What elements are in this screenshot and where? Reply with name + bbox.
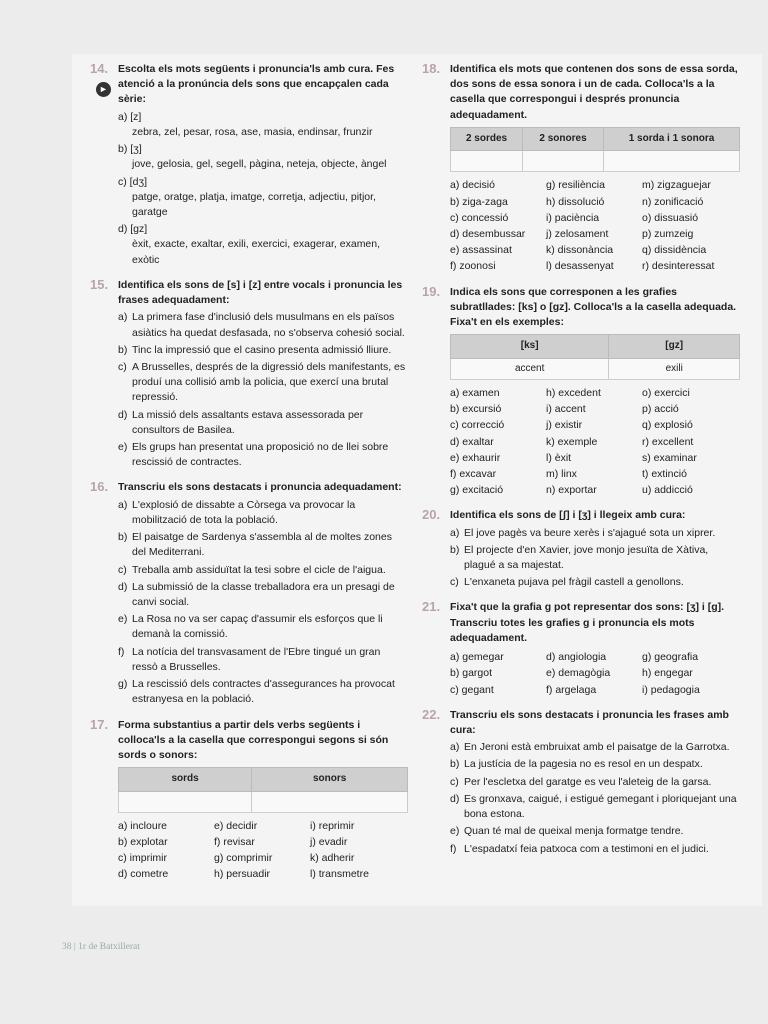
item-label: c) <box>450 775 459 788</box>
word-item: e) decidir <box>214 819 258 832</box>
list-item <box>450 775 740 790</box>
word-item: m) linx <box>546 467 577 480</box>
list-item <box>118 408 408 438</box>
item-text: Tinc la impressió que el casino presenta admissió lliure. <box>132 343 392 356</box>
word-item: d) exaltar <box>450 435 494 448</box>
series-label: b) <box>118 143 128 156</box>
series-heading <box>118 175 408 190</box>
right-column <box>422 62 740 867</box>
answer-table <box>450 127 740 173</box>
item-text: Els grups han presentat una proposició no de llei sobre rescissió de contractes. <box>132 441 389 469</box>
word-item: h) persuadir <box>214 868 271 881</box>
page-footer: 38 | 1r de Batxillerat <box>62 942 140 952</box>
word-item: c) imprimir <box>118 852 167 865</box>
list-item <box>450 526 740 541</box>
item-text: La justícia de la pagesia no es resol en un despatx. <box>464 758 703 771</box>
word-item: i) paciència <box>546 211 600 224</box>
table-header: [ks] <box>451 335 609 359</box>
item-text: Treballa amb assiduïtat la tesi sobre el cicle de l'aigua. <box>132 563 386 576</box>
list-item <box>118 612 408 642</box>
item-label: d) <box>450 792 460 805</box>
word-item: j) existir <box>546 419 583 432</box>
list-item <box>118 530 408 560</box>
item-text: L'espadatxí feia patxoca com a testimoni en el judici. <box>464 842 709 855</box>
item-label: d) <box>118 408 128 421</box>
exercise-number: 18. <box>422 61 441 76</box>
series-sound: [gz] <box>130 223 148 236</box>
item-text: La Rosa no va ser capaç d'assumir els esforços que li demanà la comissió. <box>132 613 383 641</box>
series-words: èxit, exacte, exaltar, exili, exercici, exagerar, examen, exòtic <box>132 238 381 266</box>
word-item: o) exercici <box>642 386 690 399</box>
item-text: Per l'escletxa del garatge es veu l'aleteig de la garsa. <box>464 775 712 788</box>
table-header: sonors <box>252 768 408 792</box>
left-column <box>90 62 408 893</box>
series-sound: [dʒ] <box>129 175 148 188</box>
answer-cell[interactable] <box>252 791 408 812</box>
word-item: c) concessió <box>450 211 509 224</box>
word-item: d) desembussar <box>450 228 526 241</box>
word-item: c) correcció <box>450 419 505 432</box>
list-item <box>118 677 408 707</box>
list-item <box>450 740 740 755</box>
item-label: e) <box>118 441 128 454</box>
exercise-title: Identifica els mots que contenen dos sons de essa sorda, dos sons de essa sonora i un de cada. Colloca'ls a la casella que correspongui i després pronuncia adequadament. <box>450 63 738 121</box>
answer-cell[interactable] <box>523 151 604 172</box>
word-item: k) dissonància <box>546 244 614 257</box>
answer-table <box>118 767 408 813</box>
item-label: c) <box>118 360 127 373</box>
word-item: o) dissuasió <box>642 211 699 224</box>
exercise-22 <box>422 708 740 857</box>
exercise-number: 16. <box>90 479 109 495</box>
item-text: La rescissió dels contractes d'assegurances ha provocat estranyesa en la població. <box>132 678 395 706</box>
table-header: 1 sorda i 1 sonora <box>603 127 739 151</box>
exercise-title: Indica els sons que corresponen a les grafies subratllades: [ks] o [gz]. Colloca'ls a la casella adequada. Fixa't en els exemples: <box>450 285 737 329</box>
item-text: La primera fase d'inclusió dels musulmans en els països asiàtics ha quedat desfasada, no s'observa cohesió social. <box>132 311 405 339</box>
list-item <box>450 842 740 857</box>
table-header: sords <box>119 768 252 792</box>
list-item <box>450 757 740 772</box>
item-label: d) <box>118 580 128 593</box>
word-item: u) addicció <box>642 484 693 497</box>
item-label: f) <box>118 645 125 658</box>
audio-speaker-icon[interactable]: ► <box>96 82 111 97</box>
word-item: k) adherir <box>310 852 355 865</box>
word-item: f) argelaga <box>546 683 597 696</box>
word-item: q) explosió <box>642 419 693 432</box>
word-item: e) exhaurir <box>450 451 501 464</box>
word-item: l) transmetre <box>310 868 369 881</box>
word-item: a) gemegar <box>450 651 504 664</box>
word-item: j) zelosament <box>546 228 609 241</box>
list-item <box>118 645 408 675</box>
exercise-18 <box>422 62 740 275</box>
word-item: r) excellent <box>642 435 694 448</box>
list-item <box>118 498 408 528</box>
word-item: b) ziga-zaga <box>450 195 508 208</box>
exercise-title: Identifica els sons de [s] i [z] entre vocals i pronuncia les frases adequadament: <box>118 278 403 307</box>
exercise-number: 21. <box>422 599 441 615</box>
word-item: a) incloure <box>118 819 168 832</box>
word-item: l) desassenyat <box>546 260 614 273</box>
list-item <box>118 360 408 406</box>
word-item: h) dissolució <box>546 195 605 208</box>
table-header: 2 sonores <box>523 127 604 151</box>
answer-cell[interactable] <box>603 151 739 172</box>
word-item: e) assassinat <box>450 244 512 257</box>
exercise-title: Identifica els sons de [ʃ] i [ʒ] i llegeix amb cura: <box>450 509 686 522</box>
exercise-20 <box>422 508 740 590</box>
series-label: a) <box>118 110 128 123</box>
item-label: c) <box>450 576 459 589</box>
series-words: zebra, zel, pesar, rosa, ase, masia, endinsar, frunzir <box>132 125 373 138</box>
series-heading <box>118 142 408 157</box>
list-item <box>118 310 408 340</box>
word-item: h) engegar <box>642 667 693 680</box>
word-item: p) zumzeig <box>642 228 694 241</box>
answer-cell[interactable] <box>119 791 252 812</box>
item-label: e) <box>118 613 128 626</box>
word-item: q) dissidència <box>642 244 707 257</box>
item-text: La notícia del transvasament de l'Ebre tingué un gran ressò a Brusselles. <box>132 645 381 673</box>
list-item <box>118 563 408 578</box>
item-text: La missió dels assaltants estava assessorada per consultors de Basilea. <box>132 408 364 436</box>
item-text: En Jeroni està embruixat amb el paisatge de la Garrotxa. <box>464 741 730 754</box>
exercise-21 <box>422 600 740 697</box>
word-item: e) demagògia <box>546 667 611 680</box>
item-label: b) <box>450 758 460 771</box>
series-label: c) <box>118 175 127 188</box>
item-label: b) <box>118 343 128 356</box>
word-item: s) examinar <box>642 451 697 464</box>
exercise-14 <box>90 62 408 268</box>
word-item: c) gegant <box>450 683 494 696</box>
item-text: El projecte d'en Xavier, jove monjo jesuïta de Xàtiva, plagué a sa majestat. <box>464 543 709 572</box>
table-header: [gz] <box>609 335 740 359</box>
item-text: A Brusselles, després de la digressió dels manifestants, es produí una collisió amb la policia, que exercí una brutal repressió. <box>132 360 406 404</box>
word-item: j) evadir <box>310 835 348 848</box>
item-text: Es gronxava, caigué, i estigué gemegant i ploriquejant una bona estona. <box>464 792 737 821</box>
item-label: e) <box>450 825 460 838</box>
word-item: i) pedagogia <box>642 683 700 696</box>
word-item: b) gargot <box>450 667 493 680</box>
example-cell: exili <box>609 358 740 379</box>
exercise-15 <box>90 278 408 471</box>
exercise-title: Forma substantius a partir dels verbs següents i colloca'ls a la casella que correspongui segons si són sords o sonors: <box>118 718 389 761</box>
series-sound: [z] <box>130 110 142 123</box>
exercise-title: Fixa't que la grafia g pot representar dos sons: [ʒ] i [g]. Transcriu totes les grafies g i pronuncia els mots adequadament. <box>450 601 725 644</box>
item-label: g) <box>118 678 128 691</box>
word-item: n) zonificació <box>642 195 704 208</box>
exercise-19 <box>422 285 740 499</box>
series-words: jove, gelosia, gel, segell, pàgina, neteja, objecte, àngel <box>132 158 387 171</box>
list-item <box>118 343 408 358</box>
item-text: L'enxaneta pujava pel fràgil castell a genollons. <box>464 576 684 589</box>
word-item: r) desinteressat <box>642 260 715 273</box>
exercise-number: 14. <box>90 61 109 76</box>
list-item <box>450 543 740 573</box>
word-item: g) excitació <box>450 484 504 497</box>
word-item: f) zoonosi <box>450 260 496 273</box>
item-text: Quan té mal de queixal menja formatge tendre. <box>464 825 684 838</box>
exercise-number: 15. <box>90 276 109 292</box>
item-text: El paisatge de Sardenya s'assembla al de moltes zones del Mediterrani. <box>132 531 392 559</box>
word-item: d) cometre <box>118 868 169 881</box>
word-item: g) resiliència <box>546 179 605 192</box>
example-cell: accent <box>451 358 609 379</box>
item-label: b) <box>450 543 460 556</box>
answer-cell[interactable] <box>451 151 523 172</box>
item-label: b) <box>118 531 128 544</box>
series-words: patge, oratge, platja, imatge, corretja, adjectiu, pitjor, garatge <box>132 190 376 218</box>
item-label: f) <box>450 842 457 855</box>
word-item: d) angiologia <box>546 651 607 664</box>
word-item: n) exportar <box>546 484 597 497</box>
series-label: d) <box>118 223 128 236</box>
exercise-number: 17. <box>90 716 109 732</box>
word-item: i) reprimir <box>310 819 355 832</box>
word-item: t) extinció <box>642 467 687 480</box>
exercise-title: Transcriu els sons destacats i pronuncia les frases amb cura: <box>450 708 729 736</box>
item-text: L'explosió de dissabte a Còrsega va provocar la mobilització de tota la població. <box>132 498 356 526</box>
item-label: a) <box>450 526 460 539</box>
item-text: El jove pagès va beure xerès i s'ajagué sota un xiprer. <box>464 526 716 539</box>
list-item <box>450 824 740 839</box>
exercise-title: Escolta els mots següents i pronuncia'ls amb cura. Fes atenció a la pronúncia dels sons que encapçalen cada sèrie: <box>118 63 395 106</box>
answer-table <box>450 334 740 380</box>
item-label: a) <box>118 311 128 324</box>
item-label: a) <box>118 498 128 511</box>
word-item: f) revisar <box>214 835 255 848</box>
exercise-16 <box>90 480 408 707</box>
word-item: k) exemple <box>546 435 598 448</box>
word-item: a) decisió <box>450 179 495 192</box>
word-item: m) zigzaguejar <box>642 179 711 192</box>
series-heading <box>118 110 408 125</box>
word-item: p) acció <box>642 403 679 416</box>
list-item <box>118 580 408 610</box>
word-item: f) excavar <box>450 467 497 480</box>
list-item <box>450 575 740 590</box>
word-item: b) explotar <box>118 835 168 848</box>
list-item <box>118 440 408 470</box>
word-item: g) comprimir <box>214 852 273 865</box>
word-item: l) èxit <box>546 451 572 464</box>
table-header: 2 sordes <box>451 127 523 151</box>
word-item: a) examen <box>450 386 500 399</box>
word-item: i) accent <box>546 403 586 416</box>
exercise-number: 19. <box>422 283 441 299</box>
series-sound: [ʒ] <box>130 143 142 156</box>
list-item <box>450 792 740 822</box>
exercise-title: Transcriu els sons destacats i pronuncia adequadament: <box>118 481 402 494</box>
series-heading <box>118 222 408 237</box>
item-label: a) <box>450 741 460 754</box>
item-label: c) <box>118 563 127 576</box>
word-item: h) excedent <box>546 386 601 399</box>
exercise-17 <box>90 718 408 883</box>
exercise-number: 22. <box>422 706 441 722</box>
word-item: g) geografia <box>642 651 699 664</box>
word-item: b) excursió <box>450 403 502 416</box>
item-text: La submissió de la classe treballadora era un presagi de canvi social. <box>132 580 395 608</box>
exercise-number: 20. <box>422 507 441 523</box>
